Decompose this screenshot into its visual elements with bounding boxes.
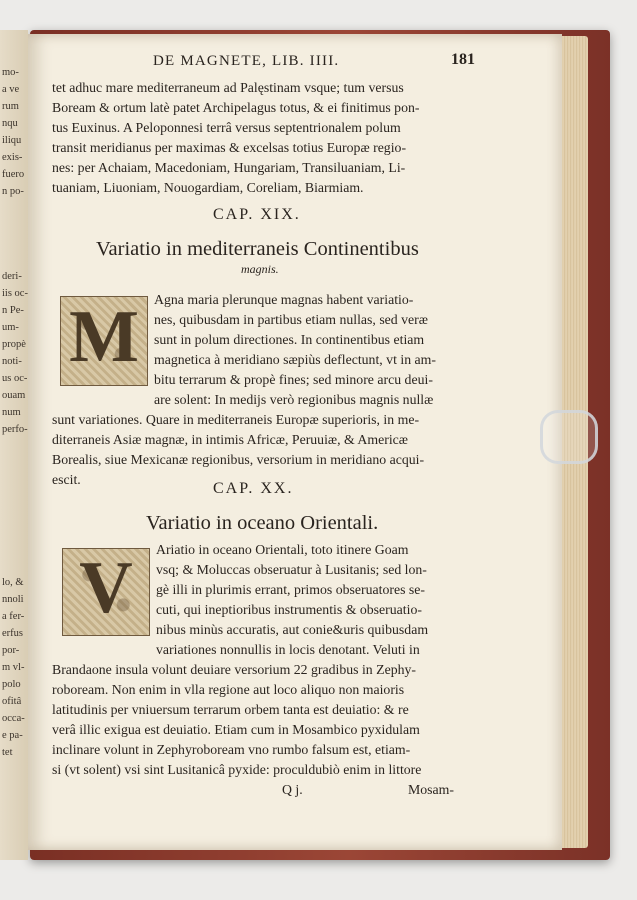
chapter-19-line: magnetica à meridiano sæpiùs deflectunt, vt in am- <box>154 352 436 367</box>
chapter-20-line: vsq; & Moluccas obseruatur à Lusitanis; sed lon- <box>156 562 427 577</box>
intro-line: tuaniam, Liuoniam, Nouogardiam, Coreliam, Biarmiam. <box>52 180 364 195</box>
chapter-19-subtitle: magnis. <box>241 262 279 276</box>
chapter-20-line: Brandaone insula volunt deuiare versorium 22 gradibus in Zephy- <box>52 662 416 677</box>
left-margin-text: mo- a ve rum nqu iliqu exis- fuero n po- deri- iis oc- n Pe- um- propè noti- us oc- ouam num perfo- lo, & nnoli a fer- erfus por- m vl- polo ofitâ occa- e pa- tet <box>2 67 28 758</box>
running-title: DE MAGNETE, LIB. IIII. <box>153 53 340 69</box>
intro-line: tus Euxinus. A Peloponnesi terrâ versus septentrionalem polum <box>52 120 401 135</box>
chapter-19-title: Variatio in mediterraneis Continentibus <box>96 238 419 260</box>
chapter-19-line: Agna maria plerunque magnas habent variatio- <box>154 292 414 307</box>
drop-cap-v <box>62 548 150 636</box>
chapter-19-line: bitu terrarum & propè fines; sed minore arcu deui- <box>154 372 433 387</box>
chapter-19-line: sunt in polum directiones. In continentibus etiam <box>154 332 425 347</box>
drop-cap-m <box>60 296 148 386</box>
chapter-20-line: nibus minùs accuratis, aut conie&uris quibusdam <box>156 622 429 637</box>
chapter-19-line: are solent: In medijs verò regionibus magnis nullæ <box>154 392 434 407</box>
chapter-20-line: si (vt solent) vsi sint Lusitanicâ pyxide: proculdubiò enim in littore <box>52 762 422 777</box>
chapter-19-line: diterraneis Asiæ magnæ, in intimis Africæ, Peruuiæ, & Americæ <box>52 432 409 447</box>
chapter-20-line: Ariatio in oceano Orientali, toto itinere Goam <box>156 542 409 557</box>
chapter-19-line: sunt variationes. Quare in mediterraneis Europæ superioris, in me- <box>52 412 420 427</box>
intro-line: transit meridianus per maximas & excelsas totius Europæ regio- <box>52 140 407 155</box>
drop-cap-letter: M <box>69 296 139 379</box>
chapter-20-line: roboream. Non enim in vlla regione aut loco aliquo non maioris <box>52 682 405 697</box>
chapter-19-line: nes, quibusdam in partibus etiam nullas, sed veræ <box>154 312 428 327</box>
chapter-19-line: Borealis, siue Mexicanæ regionibus, versorium in meridiano acqui- <box>52 452 425 467</box>
chapter-20-line: cuti, qui ineptioribus instrumentis & obseruatio- <box>156 602 422 617</box>
intro-line: nes: per Achaiam, Macedoniam, Hungariam, Transiluaniam, Li- <box>52 160 406 175</box>
intro-line: Boream & ortum latè patet Archipelagus totus, & ei finitimus pon- <box>52 100 420 115</box>
chapter-20-line: latitudinis per vniuersum terrarum orbem tanta est deuiatio: & re <box>52 702 409 717</box>
chapter-20-heading: CAP. XX. <box>213 480 294 497</box>
bookmark-ribbon <box>540 410 598 464</box>
book-page <box>28 34 562 850</box>
drop-cap-letter: V <box>79 547 133 630</box>
intro-line: tet adhuc mare mediterraneum ad Palęstinam vsque; tum versus <box>52 80 404 95</box>
signature-mark: Q j. <box>282 782 303 797</box>
left-page-edge <box>0 30 28 860</box>
chapter-20-line: gè illi in plurimis errant, primos obseruatores se- <box>156 582 425 597</box>
chapter-20-line: variationes nonnullis in locis denotant. Veluti in <box>156 642 420 657</box>
chapter-20-line: inclinare volunt in Zephyroboream vno rumbo falsum est, etiam- <box>52 742 411 757</box>
chapter-20-line: verâ illic exigua est deuiatio. Etiam cum in Mosambico pyxidulam <box>52 722 420 737</box>
chapter-20-title: Variatio in oceano Orientali. <box>146 512 379 534</box>
chapter-19-line: escit. <box>52 472 81 487</box>
chapter-19-heading: CAP. XIX. <box>213 206 301 223</box>
page-number: 181 <box>451 51 475 68</box>
catchword: Mosam- <box>408 782 454 797</box>
